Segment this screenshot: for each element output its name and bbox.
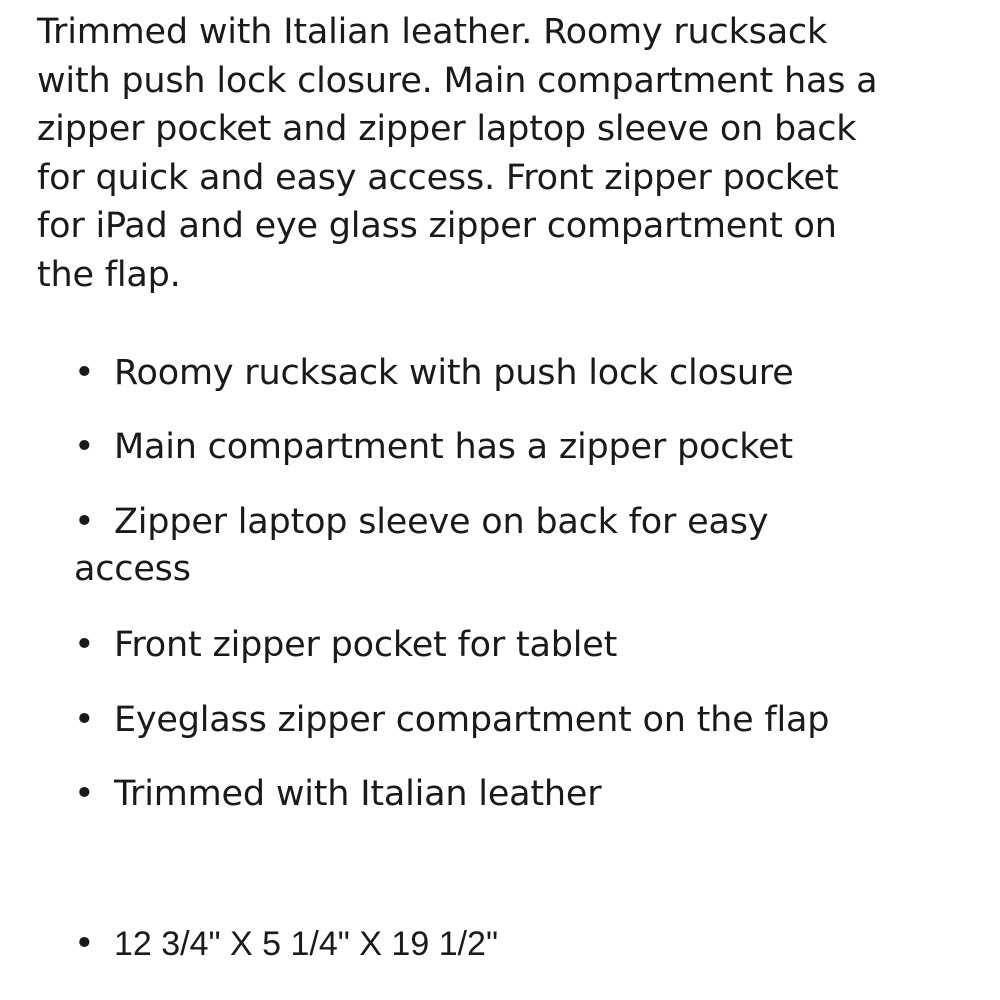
bullet-icon: • <box>74 502 95 542</box>
bullet-icon: • <box>74 774 95 814</box>
bullet-icon: • <box>74 625 95 665</box>
feature-item <box>74 771 601 818</box>
feature-item-text: Trimmed with Italian leather <box>114 774 602 814</box>
feature-item <box>74 350 794 397</box>
feature-item-text: Main compartment has a zipper pocket <box>114 427 793 467</box>
feature-item <box>74 499 768 593</box>
bullet-icon: • <box>74 700 95 740</box>
bullet-icon: • <box>74 353 95 393</box>
feature-item-text: Zipper laptop sleeve on back for easy access <box>74 502 769 589</box>
feature-item <box>74 622 617 669</box>
bullet-icon: • <box>74 924 95 964</box>
feature-item <box>74 424 793 471</box>
bullet-icon: • <box>74 427 95 467</box>
feature-item <box>74 697 829 744</box>
dimensions-text: 12 3/4" X 5 1/4" X 19 1/2" <box>114 925 499 963</box>
feature-item-text: Front zipper pocket for tablet <box>114 625 618 665</box>
dimensions-item <box>74 921 498 968</box>
feature-item-text: Eyeglass zipper compartment on the flap <box>114 700 830 740</box>
feature-item-text: Roomy rucksack with push lock closure <box>114 353 794 393</box>
product-description-text: Trimmed with Italian leather. Roomy rucksack with push lock closure. Main compartment has a zipper pocket and zipper laptop sleeve on back for quick and easy access. Front zipper pocket for iPad and eye glass zipper compartment on the flap. <box>37 12 878 295</box>
